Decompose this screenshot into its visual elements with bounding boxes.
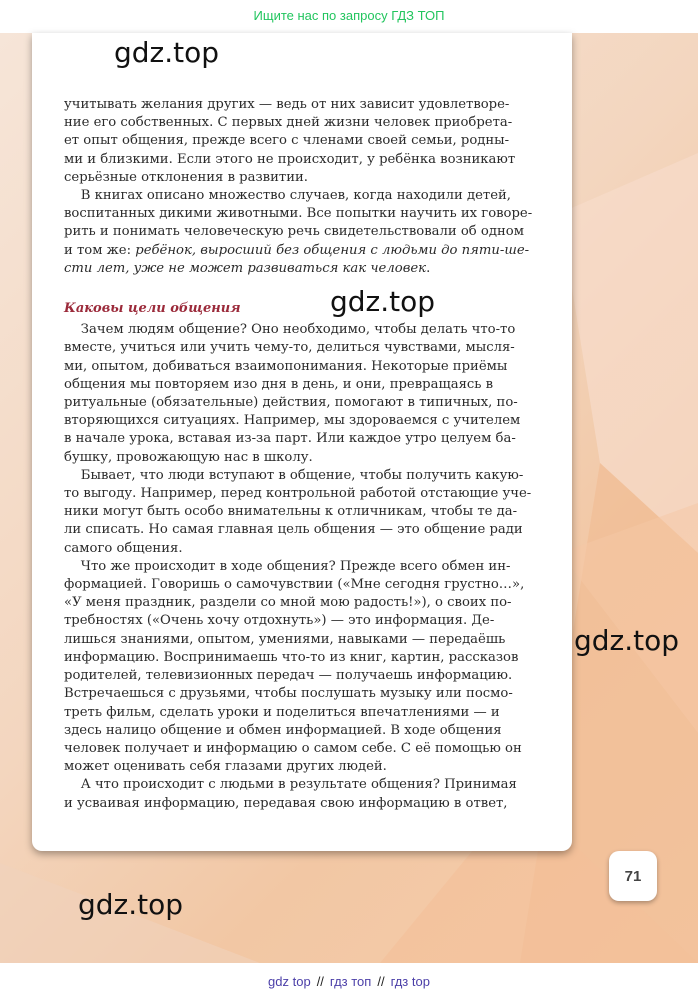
text-run: учитывать желания других — ведь от них зависит удовлетворе- [64, 97, 510, 112]
italic-run: сти лет, уже не может развиваться как человек [64, 260, 427, 276]
footer-link-1[interactable]: gdz top [268, 974, 311, 989]
text-line: Зачем людям общение? Оно необходимо, чтобы делать что-то [64, 322, 516, 338]
footer-links [0, 963, 698, 997]
text-line: самого общения. [64, 540, 183, 556]
page-number: 71 [609, 851, 657, 901]
text-line: Встречаешься с друзьями, чтобы послушать музыку или посмо- [64, 686, 513, 702]
text-line: лишься знаниями, опытом, умениями, навыками — передаёшь [64, 631, 506, 647]
text-line: информацию. Воспринимаешь что-то из книг, картин, рассказов [64, 649, 519, 665]
text-line: ритуальные (обязательные) действия, помогают в типичных, по- [64, 395, 518, 411]
watermark-2: gdz.top [330, 285, 436, 318]
paragraph-block-2 [64, 321, 564, 812]
text-line [64, 205, 564, 223]
text-run: ние его собственных. С первых дней жизни человек приобрета- [64, 115, 513, 131]
text-line: бушку, провожающую нас в школу. [64, 449, 313, 465]
text-line: «У меня праздник, раздели со мной мою радость!»), о своих по- [64, 595, 512, 611]
text-line: в начале урока, вставая из-за парт. Или каждое утро целуем ба- [64, 431, 516, 447]
footer-link-2[interactable]: гдз топ [329, 974, 372, 989]
italic-run: ребёнок, выросший без общения с людьми до пяти-ше- [135, 242, 530, 258]
text-line [64, 242, 564, 260]
text-line [64, 223, 564, 241]
text-run: . [426, 260, 431, 276]
footer-separator: // [316, 974, 324, 989]
watermark-1: gdz.top [114, 36, 220, 69]
text-line: человек получает и информацию о самом себе. С её помощью он [64, 740, 522, 756]
watermark-3: gdz.top [574, 624, 680, 657]
text-run: рить и понимать человеческую речь свидетельствовали об одном [64, 224, 524, 240]
text-line: то выгоду. Например, перед контрольной работой отстающие уче- [64, 486, 532, 502]
text-line [64, 96, 564, 114]
text-line: А что происходит с людьми в результате общения? Принимая [64, 777, 517, 793]
text-line: здесь налицо общение и обмен информацией. В ходе общения [64, 722, 502, 738]
text-line: требностях («Очень хочу отдохнуть») — это информация. Де- [64, 613, 495, 629]
text-line: родителей, телевизионных передач — получаешь информацию. [64, 668, 513, 684]
text-line: ли списать. Но самая главная цель общения — это общение ради [64, 522, 523, 538]
text-line: Бывает, что люди вступают в общение, чтобы получить какую- [64, 467, 524, 483]
text-run: ми и близкими. Если этого не происходит, у ребёнка возникают [64, 151, 516, 167]
text-run: В книгах описано множество случаев, когда находили детей, [64, 188, 512, 204]
watermark-4: gdz.top [78, 888, 184, 921]
paragraph-block-1 [64, 96, 564, 278]
section-heading: Каковы цели общения [64, 301, 241, 317]
text-line: ми, опытом, добиваться взаимопонимания. Некоторые приёмы [64, 358, 508, 374]
text-line [64, 132, 564, 150]
text-line: формацией. Говоришь о самочувствии («Мне сегодня грустно…», [64, 577, 525, 593]
text-line: Что же происходит в ходе общения? Прежде всего обмен ин- [64, 558, 511, 574]
top-banner[interactable] [0, 0, 698, 33]
text-run: ет опыт общения, прежде всего с членами своей семьи, родны- [64, 133, 510, 149]
text-line: вторяющихся ситуациях. Например, мы здороваемся с учителем [64, 413, 521, 429]
text-run: серьёзные отклонения в развитии. [64, 169, 308, 185]
footer-separator: // [377, 974, 385, 989]
text-run: воспитанных дикими животными. Все попытки научить их говоре- [64, 206, 533, 222]
text-line [64, 114, 564, 132]
text-line: может оценивать себя глазами других людей. [64, 759, 387, 775]
text-line: треть фильм, сделать уроки и поделиться впечатлениями — и [64, 704, 500, 720]
top-banner-text[interactable]: Ищите нас по запросу ГДЗ ТОП [253, 8, 445, 23]
text-line: общения мы повторяем изо дня в день, и они, превращаясь в [64, 376, 494, 392]
text-line [64, 169, 564, 187]
text-body [64, 96, 564, 813]
text-line [64, 260, 564, 278]
text-line: ники могут быть особо внимательны к отличникам, чтобы те да- [64, 504, 518, 520]
text-line [64, 151, 564, 169]
text-line: вместе, учиться или учить чему-то, делиться чувствами, мысля- [64, 340, 515, 356]
footer-link-3[interactable]: гдз top [390, 974, 430, 989]
text-line [64, 187, 564, 205]
text-run: и том же: [64, 242, 136, 258]
text-line: и усваивая информацию, передавая свою информацию в ответ, [64, 795, 508, 811]
